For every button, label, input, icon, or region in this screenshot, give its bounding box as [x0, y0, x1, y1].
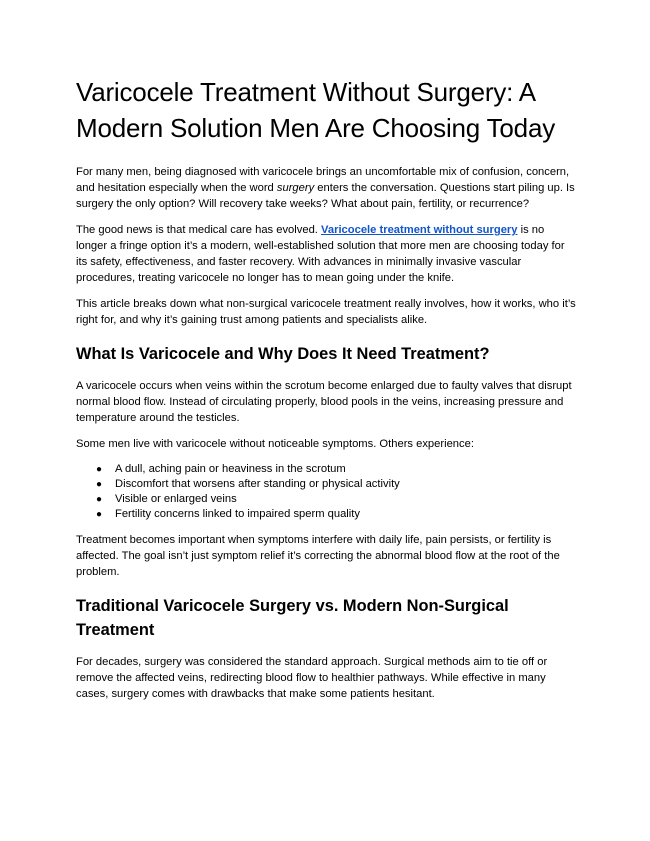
- list-item-text: A dull, aching pain or heaviness in the scrotum: [115, 463, 346, 475]
- intro-paragraph-3: This article breaks down what non-surgical varicocele treatment really involves, how it works, who it’s right for, and why it’s gaining trust among patients and specialists alike.: [76, 298, 576, 326]
- list-item-text: Discomfort that worsens after standing or physical activity: [115, 478, 400, 490]
- bullet-icon: ●: [96, 464, 103, 475]
- intro-p1-text-end: enters the conversation. Questions start piling up. Is surgery the only option? Will recovery take weeks? What about pain, fertility, or recurrence?: [76, 182, 575, 210]
- section1-paragraph-2: Some men live with varicocele without noticeable symptoms. Others experience:: [76, 438, 474, 450]
- bullet-icon: ●: [96, 479, 103, 490]
- intro-p1-emphasis: surgery: [276, 182, 315, 194]
- bullet-icon: ●: [96, 494, 103, 505]
- list-item-text: Fertility concerns linked to impaired sperm quality: [115, 508, 360, 520]
- section-heading-surgery-vs-non-surgical: Traditional Varicocele Surgery vs. Modern Non-Surgical Treatment: [76, 597, 509, 639]
- list-item: [96, 477, 576, 492]
- list-item: [96, 492, 576, 507]
- intro-p1-text-start: For many men, being diagnosed with varicocele brings an uncomfortable mix of confusion, concern, and hesitation especially when the word: [76, 166, 570, 194]
- list-item-text: Visible or enlarged veins: [115, 493, 237, 505]
- intro-p2-text-end: is no longer a fringe option it’s a modern, well-established solution that more men are choosing today for its safety, effectiveness, and faster recovery. With advances in minimally invasive vascular procedures, treating varicocele no longer has to mean going under the knife.: [76, 224, 565, 284]
- page-title: Varicocele Treatment Without Surgery: A Modern Solution Men Are Choosing Today: [76, 77, 555, 143]
- section1-paragraph-3: Treatment becomes important when symptoms interfere with daily life, pain persists, or fertility is affected. The goal isn’t just symptom relief it’s correcting the abnormal blood flow at the root of the problem.: [76, 534, 560, 578]
- document-page: [76, 74, 576, 712]
- bullet-icon: ●: [96, 509, 103, 520]
- intro-p2-text-start: The good news is that medical care has evolved.: [76, 224, 322, 236]
- symptoms-list: [76, 462, 576, 522]
- treatment-link[interactable]: Varicocele treatment without surgery: [321, 224, 518, 236]
- section1-paragraph-1: A varicocele occurs when veins within the scrotum become enlarged due to faulty valves that disrupt normal blood flow. Instead of circulating properly, blood pools in the veins, increasing pressure and temperature around the testicles.: [76, 380, 572, 424]
- section2-paragraph-1: For decades, surgery was considered the standard approach. Surgical methods aim to tie off or remove the affected veins, redirecting blood flow to healthier pathways. While effective in many cases, surgery comes with drawbacks that make some patients hesitant.: [76, 656, 548, 700]
- intro-paragraph-2: [76, 222, 576, 286]
- list-item: [96, 507, 576, 522]
- list-item: [96, 462, 576, 477]
- section-heading-what-is-varicocele: What Is Varicocele and Why Does It Need Treatment?: [76, 345, 490, 363]
- intro-paragraph-1: [76, 164, 576, 212]
